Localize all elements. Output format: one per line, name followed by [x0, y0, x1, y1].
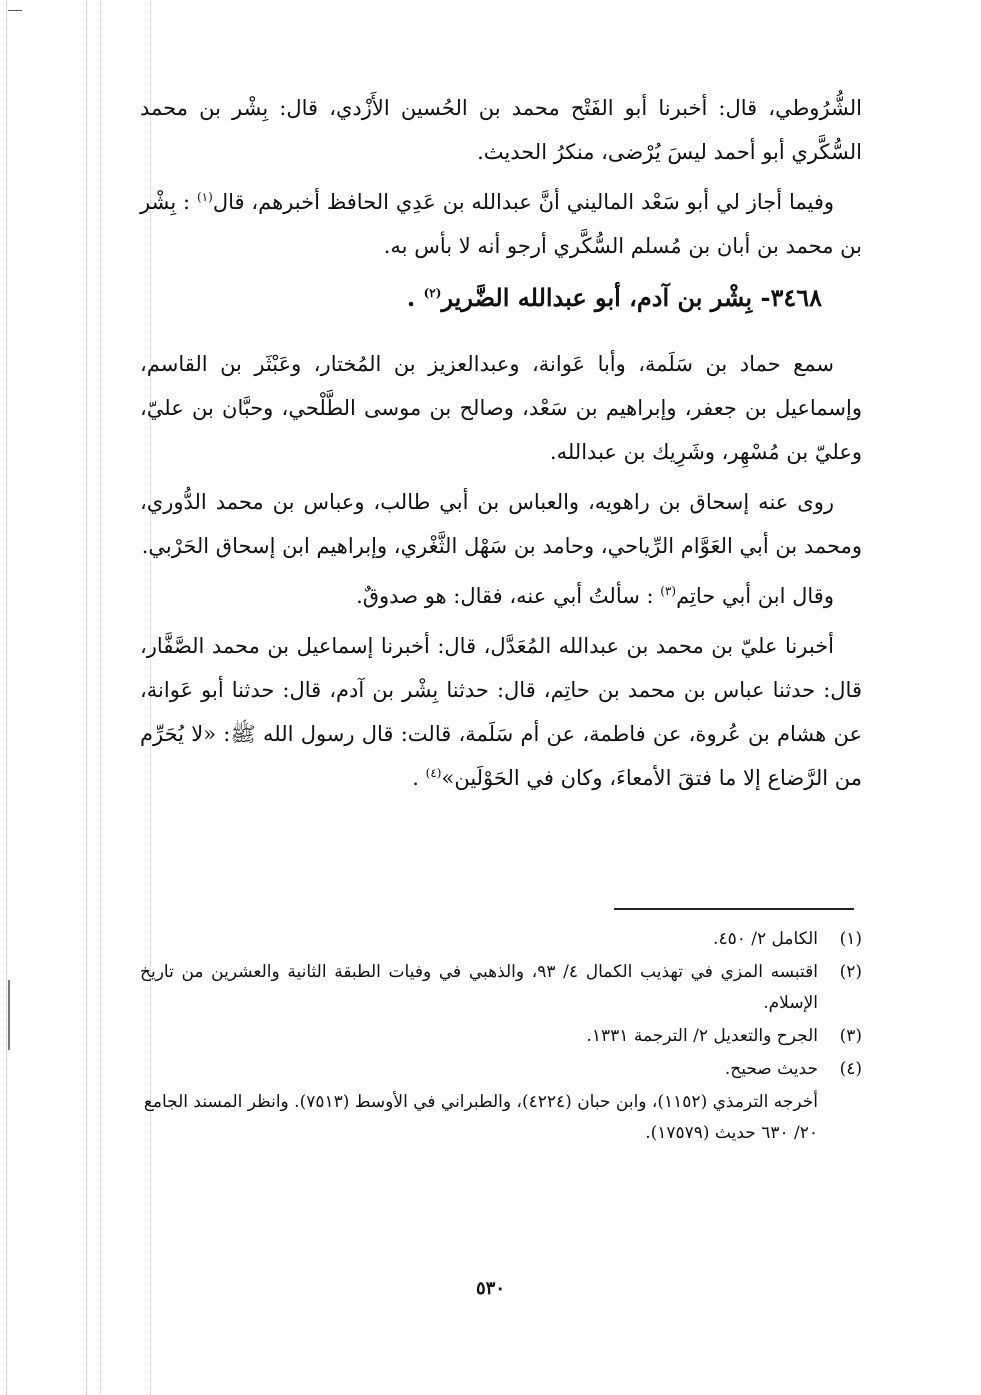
footnote-number: (١): [839, 929, 862, 949]
paragraph-3: سمع حماد بن سَلَمة، وأبا عَوانة، وعبدالعزيز بن المُختار، وعَبْثَر بن القاسم، وإسماعيل بن جعفر، وإبراهيم بن سَعْد، وصالح بن موسى الطَّلْحي، وحبَّان بن عليّ، وعليّ بن مُسْهِر، وشَرِيك بن عبدالله.: [140, 352, 862, 464]
footnote-number: (٢): [839, 962, 862, 982]
footnote-2: [140, 957, 862, 1019]
paragraph-2-line-1: وفيما أجاز لي أبو سَعْد الماليني أنَّ عبدالله بن عَدِي الحافظ أخبرهم،: [251, 190, 834, 214]
paragraph-6: [140, 624, 862, 800]
footnote-ref-2[interactable]: (٢): [423, 286, 442, 300]
scan-corner-mark: [8, 10, 22, 11]
footnote-number: (٤): [839, 1059, 862, 1079]
entry-heading: [140, 274, 862, 322]
footnote-4: [140, 1054, 862, 1085]
paragraph-5: [140, 574, 862, 618]
scan-margin-mark: [8, 980, 11, 1050]
footnote-ref-4[interactable]: (٤): [425, 766, 442, 780]
footnote-text: الجرح والتعديل ٢/ الترجمة ١٣٣١.: [586, 1026, 818, 1046]
footnote-ref-1[interactable]: (١): [196, 190, 213, 204]
paragraph-2-line-2-end: : بِشْر بن محمد بن أبان بن مُسلم السُّكَّري أرجو أنه لا بأس به.: [140, 190, 862, 258]
paragraph-1: الشُّرُوطي، قال: أخبرنا أبو الفَتْح محمد بن الحُسين الأَزْدي، قال: بِشْر بن محمد السُّكَّري أبو أحمد ليسَ يُرْضى، منكرُ الحديث.: [140, 96, 862, 164]
entry-heading-tail: .: [406, 283, 424, 312]
paragraph-5-end: : سألتُ أبي عنه، فقال: هو صدوقٌ.: [356, 584, 661, 608]
scan-margin-line: [6, 0, 7, 1395]
paragraph-2: [140, 180, 862, 268]
scan-margin-line: [86, 0, 87, 1395]
entry-heading-text: ٣٤٦٨- بِشْر بن آدم، أبو عبدالله الضَّرير: [441, 283, 822, 312]
footnote-4-continuation: أخرجه الترمذي (١١٥٢)، وابن حبان (٤٢٢٤)، والطبراني في الأوسط (٧٥١٣). وانظر المسند الجامع ٢٠/ ٦٣٠ حديث (١٧٥٧٩).: [143, 1092, 818, 1143]
paragraph-2-line-2-start: قال: [212, 190, 245, 214]
footnote-separator: [614, 908, 854, 910]
footnote-text: حديث صحيح.: [724, 1059, 818, 1079]
scan-margin-line: [100, 0, 101, 1395]
footnote-1: [140, 924, 862, 955]
page-number: ٥٣٠: [475, 1278, 505, 1299]
footnote-number: (٣): [839, 1026, 862, 1046]
footnotes: [140, 924, 862, 1149]
footnote-ref-3[interactable]: (٣): [660, 584, 677, 598]
paragraph-4: روى عنه إسحاق بن راهويه، والعباس بن أبي طالب، وعباس بن محمد الدُّوري، ومحمد بن أبي العَوَّام الرِّياحي، وحامد بن سَهْل الثَّغْري، وإبراهيم ابن إسحاق الحَرْبي.: [140, 490, 862, 558]
paragraph-6-tail: .: [412, 766, 426, 790]
footnote-text: الكامل ٢/ ٤٥٠.: [713, 929, 818, 949]
paragraph-6-text: أخبرنا عليّ بن محمد بن عبدالله المُعَدَّل، قال: أخبرنا إسماعيل بن محمد الصَّفَّار، قال: حدثنا عباس بن محمد بن حاتِم، قال: حدثنا بِشْر بن آدم، قال: حدثنا أبو عَوانة، عن هشام بن عُروة، عن فاطمة، عن أم سَلَمة، قالت: قال رسول الله ﷺ: «لا يُحَرِّم من الرَّضاع إلا ما فتقَ الأمعاءَ، وكان في الحَوْلَين»: [140, 634, 862, 790]
footnote-3: [140, 1021, 862, 1052]
paragraph-5-start: وقال ابن أبي حاتِم: [676, 584, 834, 608]
main-text: [140, 86, 862, 806]
footnote-text: اقتبسه المزي في تهذيب الكمال ٤/ ٩٣، والذهبي في وفيات الطبقة الثانية والعشرين من تاريخ الإسلام.: [140, 962, 819, 1013]
